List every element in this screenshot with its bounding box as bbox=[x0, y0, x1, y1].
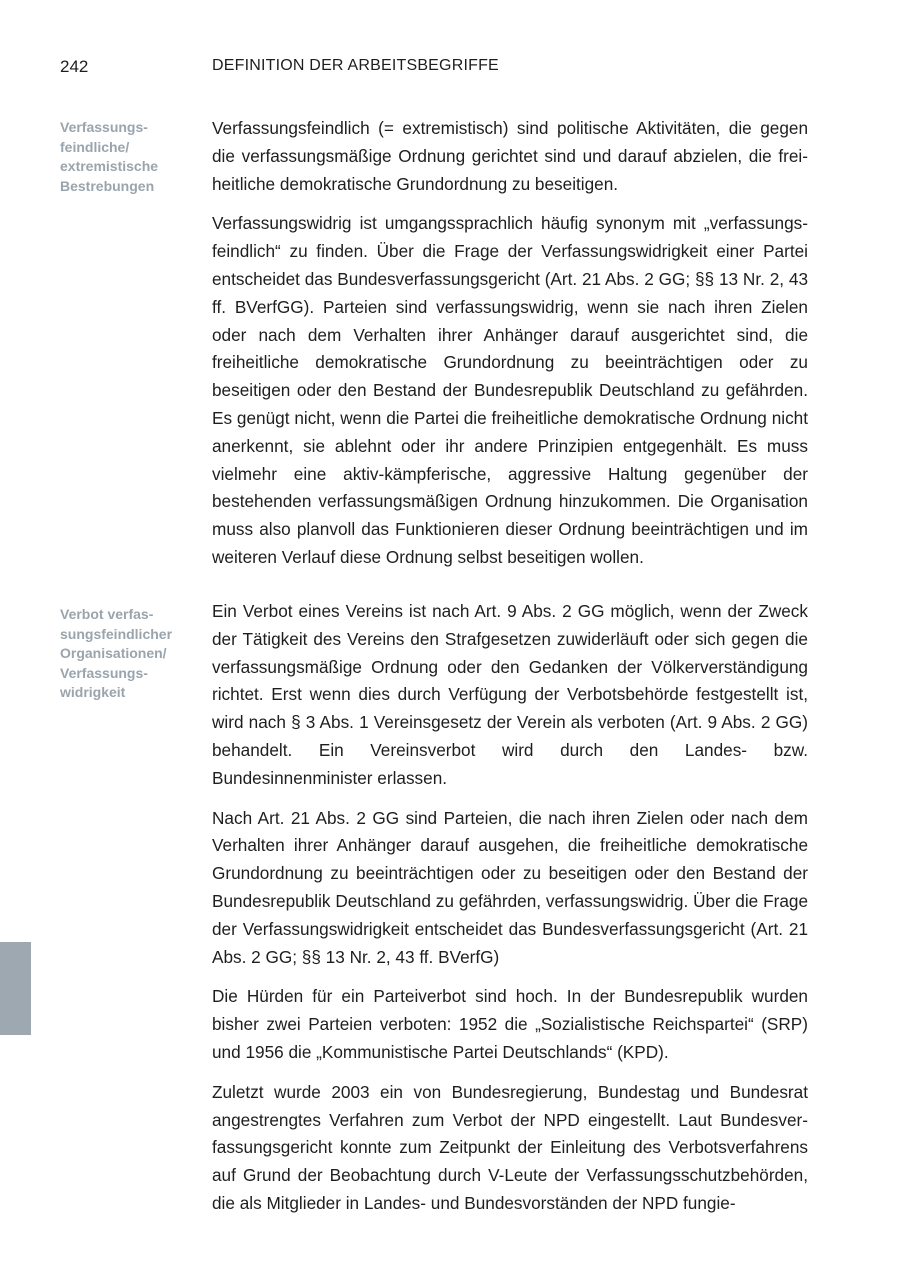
margin-note-line: Bestrebungen bbox=[60, 177, 155, 194]
paragraph: Verfassungswidrig ist umgangssprachlich häufig synonym mit „verfassungsfeindlich“ zu finden. Über die Frage der Verfassungswidrigkeit einer Partei entscheidet das Bundesverfassungsgericht (Art. 21 Abs. 2 GG; §§ 13 Nr. 2, 43 ff. BVerfGG). Parteien sind verfassungswidrig, wenn sie nach ihren Zielen oder nach dem Verhalten ihrer Anhänger darauf ausgerichtet sind, die freiheitliche demokratische Grundordnung zu beeinträchtigen oder zu beseitigen oder den Bestand der Bundesrepublik Deutschland zu gefährden. Es genügt nicht, wenn die Partei die freiheitliche demokratische Ordnung nicht anerkennt, sie ablehnt oder ihr andere Prinzipien entgegenhält. Es muss vielmehr eine aktiv-kämpferische, aggressive Haltung gegenüber der bestehenden verfassungsmäßigen Ordnung hinzukommen. Die Organisation muss also planvoll das Funktionieren dieser Ordnung beeinträchtigen und im weiteren Verlauf diese Ordnung selbst beseitigen wollen. bbox=[212, 213, 808, 567]
margin-note-line: sungsfeindlicher bbox=[60, 625, 173, 642]
margin-note-line: extremistische bbox=[60, 158, 159, 174]
margin-note-line: widrigkeit bbox=[60, 684, 126, 700]
paragraph: Die Hürden für ein Parteiverbot sind hoch. In der Bundesrepublik wurden bisher zwei Parteien verboten: 1952 die „Sozialistische Reichspartei“ (SRP) und 1956 die „Kommunistische Partei Deutschlands“ (KPD). bbox=[212, 986, 808, 1062]
margin-note bbox=[60, 605, 190, 703]
margin-note-line: Verfassungs- bbox=[60, 664, 148, 681]
chapter-thumb-tab bbox=[0, 942, 31, 1035]
paragraph: Nach Art. 21 Abs. 2 GG sind Parteien, die nach ihren Zielen oder nach dem Verhalten ihrer Anhänger darauf ausgehen, die freiheitliche demokratische Grundordnung zu beeinträchtigen oder zu beseitigen oder den Bestand der Bundesrepublik Deutschland zu gefährden, verfassungswidrig. Über die Frage der Verfassungswidrigkeit entscheidet das Bundesverfassungsgericht (Art. 21 Abs. 2 GG; §§ 13 Nr. 2, 43 ff. BVerfG) bbox=[212, 807, 808, 967]
page-number: 242 bbox=[60, 57, 89, 76]
paragraph: Verfassungsfeindlich (= extremistisch) sind politische Aktivitäten, die gegen die verfassungsmäßige Ordnung gerichtet sind und darauf abzielen, die freiheitliche demokratische Grundordnung zu beseitigen. bbox=[212, 118, 808, 194]
running-header: DEFINITION DER ARBEITSBEGRIFFE bbox=[212, 57, 499, 74]
margin-note-line: Organisationen/ bbox=[60, 645, 167, 661]
paragraph: Zuletzt wurde 2003 ein von Bundesregierung, Bundestag und Bundesrat angestrengtes Verfahren zum Verbot der NPD eingestellt. Laut Bundesverfassungsgericht konnte zum Zeitpunkt der Einleitung des Verbotsverfahrens auf Grund der Beobachtung durch V-Leute der Verfassungsschutzbehörden, die als Mitglieder in Landes- und Bundesvorständen der NPD fungie- bbox=[212, 1081, 808, 1213]
paragraph: Ein Verbot eines Vereins ist nach Art. 9 Abs. 2 GG möglich, wenn der Zweck der Tätigkeit des Vereins den Strafgesetzen zuwiderläuft oder sich gegen die verfassungsmäßige Ordnung oder den Gedanken der Völkerverständigung richtet. Erst wenn dies durch Verfügung der Verbotsbehörde festgestellt ist, wird nach § 3 Abs. 1 Vereinsgesetz der Verein als verboten (Art. 9 Abs. 2 GG) behandelt. Ein Vereinsverbot wird durch den Landes- bzw. Bundesinnenminister erlassen. bbox=[212, 601, 808, 788]
margin-note-line: feindliche/ bbox=[60, 138, 130, 155]
margin-note-line: Verfassungs- bbox=[60, 119, 148, 135]
body-text bbox=[212, 115, 808, 584]
margin-note-line: Verbot verfas- bbox=[60, 606, 154, 622]
margin-note bbox=[60, 118, 190, 196]
body-text bbox=[212, 598, 808, 1230]
